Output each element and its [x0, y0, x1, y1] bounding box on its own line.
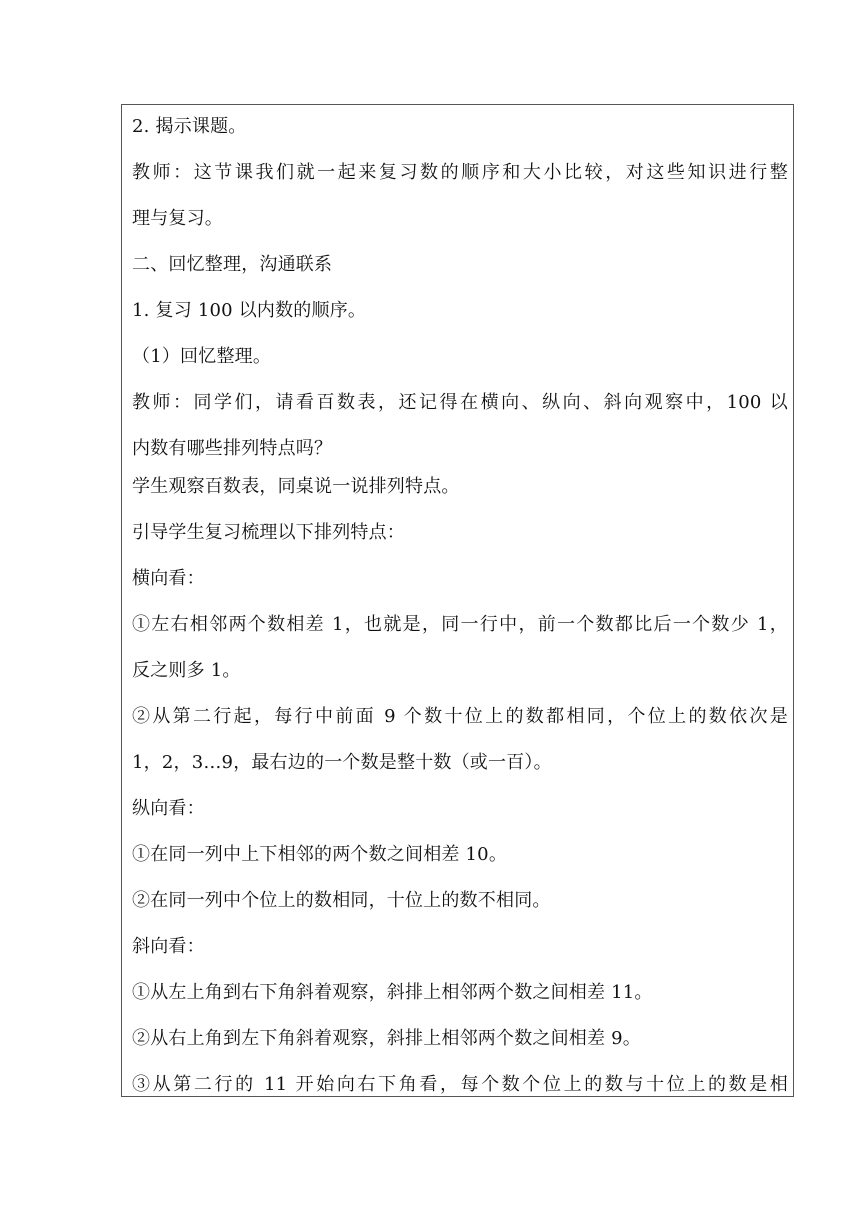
text-line: 理与复习。 [132, 208, 223, 229]
text-line: 2. 揭示课题。 [132, 116, 247, 137]
text-line: ①在同一列中上下相邻的两个数之间相差 10。 [132, 844, 508, 865]
text-line: 教师：同学们，请看百数表，还记得在横向、纵向、斜向观察中，100 以 [132, 392, 788, 413]
text-line: 内数有哪些排列特点吗？ [132, 438, 333, 459]
text-line: ①左右相邻两个数相差 1，也就是，同一行中，前一个数都比后一个数少 1， [132, 614, 788, 635]
text-line: （1）回忆整理。 [132, 346, 272, 367]
text-line: 横向看： [132, 568, 205, 589]
text-line: ②在同一列中个位上的数相同，十位上的数不相同。 [132, 890, 551, 911]
text-line: ②从第二行起，每行中前面 9 个数十位上的数都相同，个位上的数依次是 [132, 706, 788, 727]
text-line: 教师：这节课我们就一起来复习数的顺序和大小比较，对这些知识进行整 [132, 162, 788, 183]
text-line: 纵向看： [132, 798, 205, 819]
section-heading: 二、回忆整理，沟通联系 [132, 254, 333, 275]
lesson-text [132, 115, 788, 1097]
text-line: 1，2，3…9，最右边的一个数是整十数（或一百）。 [132, 752, 552, 773]
text-line: 斜向看： [132, 936, 205, 957]
lesson-table-cell [121, 104, 794, 1097]
text-line: 学生观察百数表，同桌说一说排列特点。 [132, 476, 460, 497]
text-line: 1. 复习 100 以内数的顺序。 [132, 300, 367, 321]
text-line: ③从第二行的 11 开始向右下角看，每个数个位上的数与十位上的数是相 [132, 1074, 788, 1095]
text-line: ①从左上角到右下角斜着观察，斜排上相邻两个数之间相差 11。 [132, 982, 653, 1003]
text-line: 反之则多 1。 [132, 660, 241, 681]
text-line: 引导学生复习梳理以下排列特点： [132, 522, 405, 543]
text-line: ②从右上角到左下角斜着观察，斜排上相邻两个数之间相差 9。 [132, 1028, 641, 1049]
